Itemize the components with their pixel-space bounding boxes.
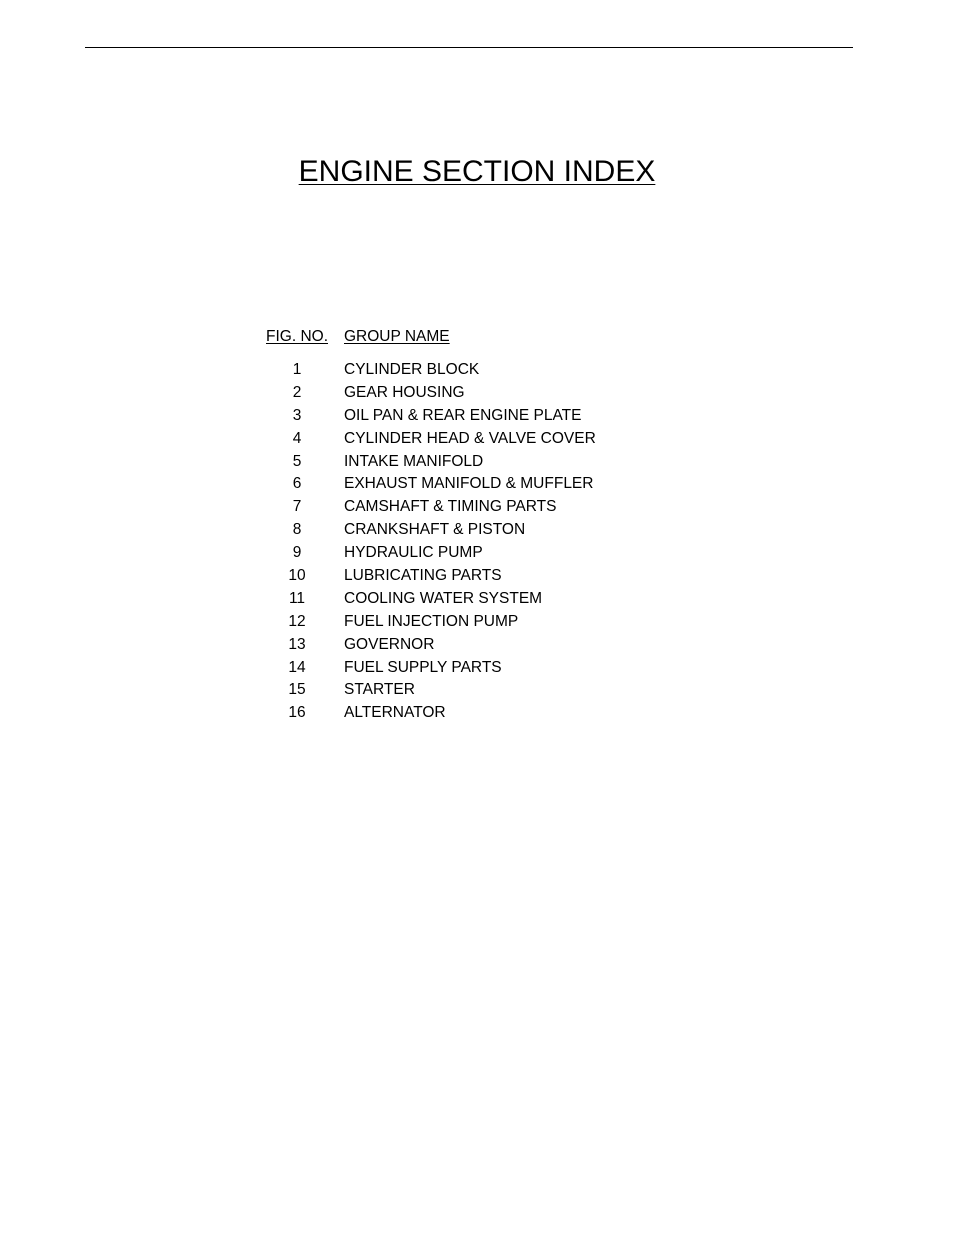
- fig-number: 8: [292, 521, 302, 539]
- group-name: GOVERNOR: [344, 635, 435, 653]
- group-name: COOLING WATER SYSTEM: [344, 589, 543, 607]
- group-name: FUEL INJECTION PUMP: [344, 612, 519, 630]
- section-index-table: [266, 326, 596, 725]
- group-name: INTAKE MANIFOLD: [344, 452, 484, 470]
- fig-number: 12: [288, 612, 306, 630]
- top-rule-divider: [85, 47, 853, 48]
- group-name: LUBRICATING PARTS: [344, 567, 502, 585]
- table-row: [266, 519, 596, 542]
- fig-number: 11: [288, 589, 306, 607]
- table-row: [266, 657, 596, 680]
- group-name: CAMSHAFT & TIMING PARTS: [344, 498, 557, 516]
- table-row: [266, 702, 596, 725]
- table-row: [266, 679, 596, 702]
- group-name-header: GROUP NAME: [344, 328, 450, 345]
- table-row: [266, 382, 596, 405]
- group-name: HYDRAULIC PUMP: [344, 544, 483, 562]
- group-name: FUEL SUPPLY PARTS: [344, 658, 502, 676]
- table-row: [266, 473, 596, 496]
- table-row: [266, 451, 596, 474]
- fig-number: 2: [292, 383, 302, 401]
- fig-number: 1: [292, 361, 302, 378]
- table-row: [266, 634, 596, 657]
- group-name: STARTER: [344, 681, 415, 699]
- fig-number: 3: [292, 406, 302, 424]
- fig-number: 14: [288, 658, 306, 676]
- group-name: CYLINDER BLOCK: [344, 361, 480, 378]
- table-header: [266, 326, 596, 348]
- group-name: CYLINDER HEAD & VALVE COVER: [344, 429, 596, 447]
- fig-number: 16: [288, 704, 306, 722]
- group-name-header-cell: [344, 326, 450, 348]
- table-row: [266, 428, 596, 451]
- table-row: [266, 496, 596, 519]
- group-name: ALTERNATOR: [344, 704, 446, 722]
- table-row: [266, 359, 596, 382]
- fig-number: 13: [288, 635, 306, 653]
- fig-number: 15: [288, 681, 306, 699]
- fig-number: 6: [292, 475, 302, 493]
- table-row: [266, 565, 596, 588]
- table-row: [266, 542, 596, 565]
- table-row: [266, 405, 596, 428]
- group-name: EXHAUST MANIFOLD & MUFFLER: [344, 475, 594, 493]
- page-title: ENGINE SECTION INDEX: [298, 155, 656, 188]
- table-row: [266, 588, 596, 611]
- fig-number: 9: [292, 544, 302, 562]
- table-row: [266, 611, 596, 634]
- group-name: OIL PAN & REAR ENGINE PLATE: [344, 406, 582, 424]
- fig-number: 10: [288, 567, 306, 585]
- fig-number: 7: [292, 498, 302, 516]
- group-name: CRANKSHAFT & PISTON: [344, 521, 526, 539]
- index-rows: [266, 359, 596, 725]
- fig-number: 4: [292, 429, 302, 447]
- fig-no-header-cell: [266, 326, 344, 348]
- fig-number: 5: [292, 452, 302, 470]
- group-name: GEAR HOUSING: [344, 383, 465, 401]
- fig-no-header: FIG. NO.: [266, 328, 328, 345]
